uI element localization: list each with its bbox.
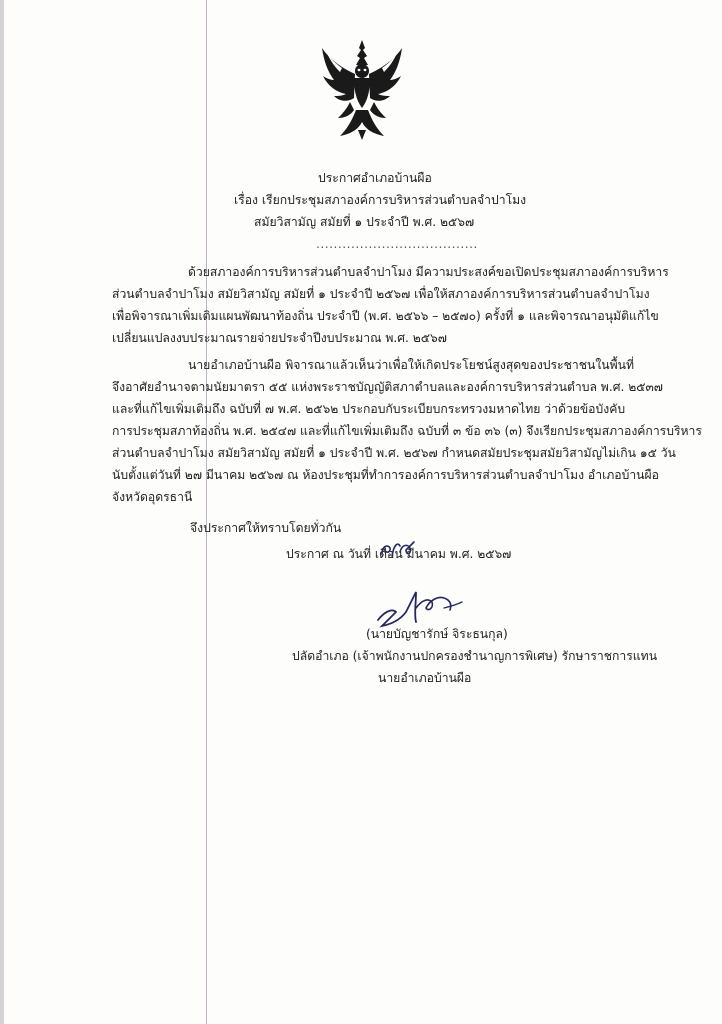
signatory-position: นายอำเภอบ้านผือ	[378, 671, 472, 685]
announcement-line: จึงประกาศให้ทราบโดยทั่วกัน	[190, 521, 342, 535]
paragraph1-line: ด้วยสภาองค์การบริหารส่วนตำบลจำปาโมง มีความประสงค์ขอเปิดประชุมสภาองค์การบริหาร	[188, 265, 669, 279]
garuda-emblem-icon	[320, 38, 404, 142]
paragraph2-line: การประชุมสภาท้องถิ่น พ.ศ. ๒๕๔๗ และที่แก้ไขเพิ่มเติมถึง ฉบับที่ ๓ ข้อ ๓๖ (๓) จึงเรียกประชุมสภาองค์การบริหาร	[112, 424, 702, 438]
paragraph2-line: และที่แก้ไขเพิ่มเติมถึง ฉบับที่ ๗ พ.ศ. ๒๕๖๒ ประกอบกับระเบียบกระทรวงมหาดไทย ว่าด้วยข้อบังคับ	[112, 402, 626, 416]
document-subject: เรื่อง เรียกประชุมสภาองค์การบริหารส่วนตำบลจำปาโมง	[234, 193, 527, 207]
paragraph2-line: ส่วนตำบลจำปาโมง สมัยวิสามัญ สมัยที่ ๑ ประจำปี พ.ศ. ๒๕๖๗ กำหนดสมัยประชุมสมัยวิสามัญไม่เกิน ๑๕ วัน	[112, 446, 676, 460]
paragraph2-line: จังหวัดอุดรธานี	[112, 490, 193, 504]
fold-line	[206, 0, 207, 1024]
signatory-name: (นายบัญชารักษ์ จิระธนกุล)	[366, 627, 508, 641]
announcement-date: ประกาศ ณ วันที่ เดือน มีนาคม พ.ศ. ๒๕๖๗	[286, 547, 512, 561]
scan-edge	[0, 0, 4, 1024]
document-title: ประกาศอำเภอบ้านผือ	[318, 171, 432, 185]
signatory-title: ปลัดอำเภอ (เจ้าพนักงานปกครองชำนาญการพิเศษ) รักษาราชการแทน	[292, 649, 658, 663]
paragraph2-line: นายอำเภอบ้านผือ พิจารณาแล้วเห็นว่าเพื่อให้เกิดประโยชน์สูงสุดของประชาชนในพื้นที่	[188, 358, 634, 372]
paragraph1-line: เพื่อพิจารณาเพิ่มเติมแผนพัฒนาท้องถิ่น ประจำปี (พ.ศ. ๒๕๖๖ – ๒๕๗๐) ครั้งที่ ๑ และพิจารณาอนุมัติแก้ไข	[112, 309, 659, 323]
signature	[370, 582, 466, 632]
header-separator: .....................................	[316, 237, 478, 251]
paragraph1-line: เปลี่ยนแปลงงบประมาณรายจ่ายประจำปีงบประมาณ พ.ศ. ๒๕๖๗	[112, 331, 447, 345]
handwritten-day	[378, 538, 418, 560]
paragraph1-line: ส่วนตำบลจำปาโมง สมัยวิสามัญ สมัยที่ ๑ ประจำปี ๒๕๖๗ เพื่อให้สภาองค์การบริหารส่วนตำบลจำปาโมง	[112, 287, 650, 301]
paragraph2-line: นับตั้งแต่วันที่ ๒๗ มีนาคม ๒๕๖๗ ณ ห้องประชุมที่ทำการองค์การบริหารส่วนตำบลจำปาโมง อำเภอบ้านผือ	[112, 468, 659, 482]
paragraph2-line: จึงอาศัยอำนาจตามนัยมาตรา ๕๕ แห่งพระราชบัญญัติสภาตำบลและองค์การบริหารส่วนตำบล พ.ศ. ๒๕๓๗	[112, 380, 663, 394]
document-session: สมัยวิสามัญ สมัยที่ ๑ ประจำปี พ.ศ. ๒๕๖๗	[254, 215, 475, 229]
